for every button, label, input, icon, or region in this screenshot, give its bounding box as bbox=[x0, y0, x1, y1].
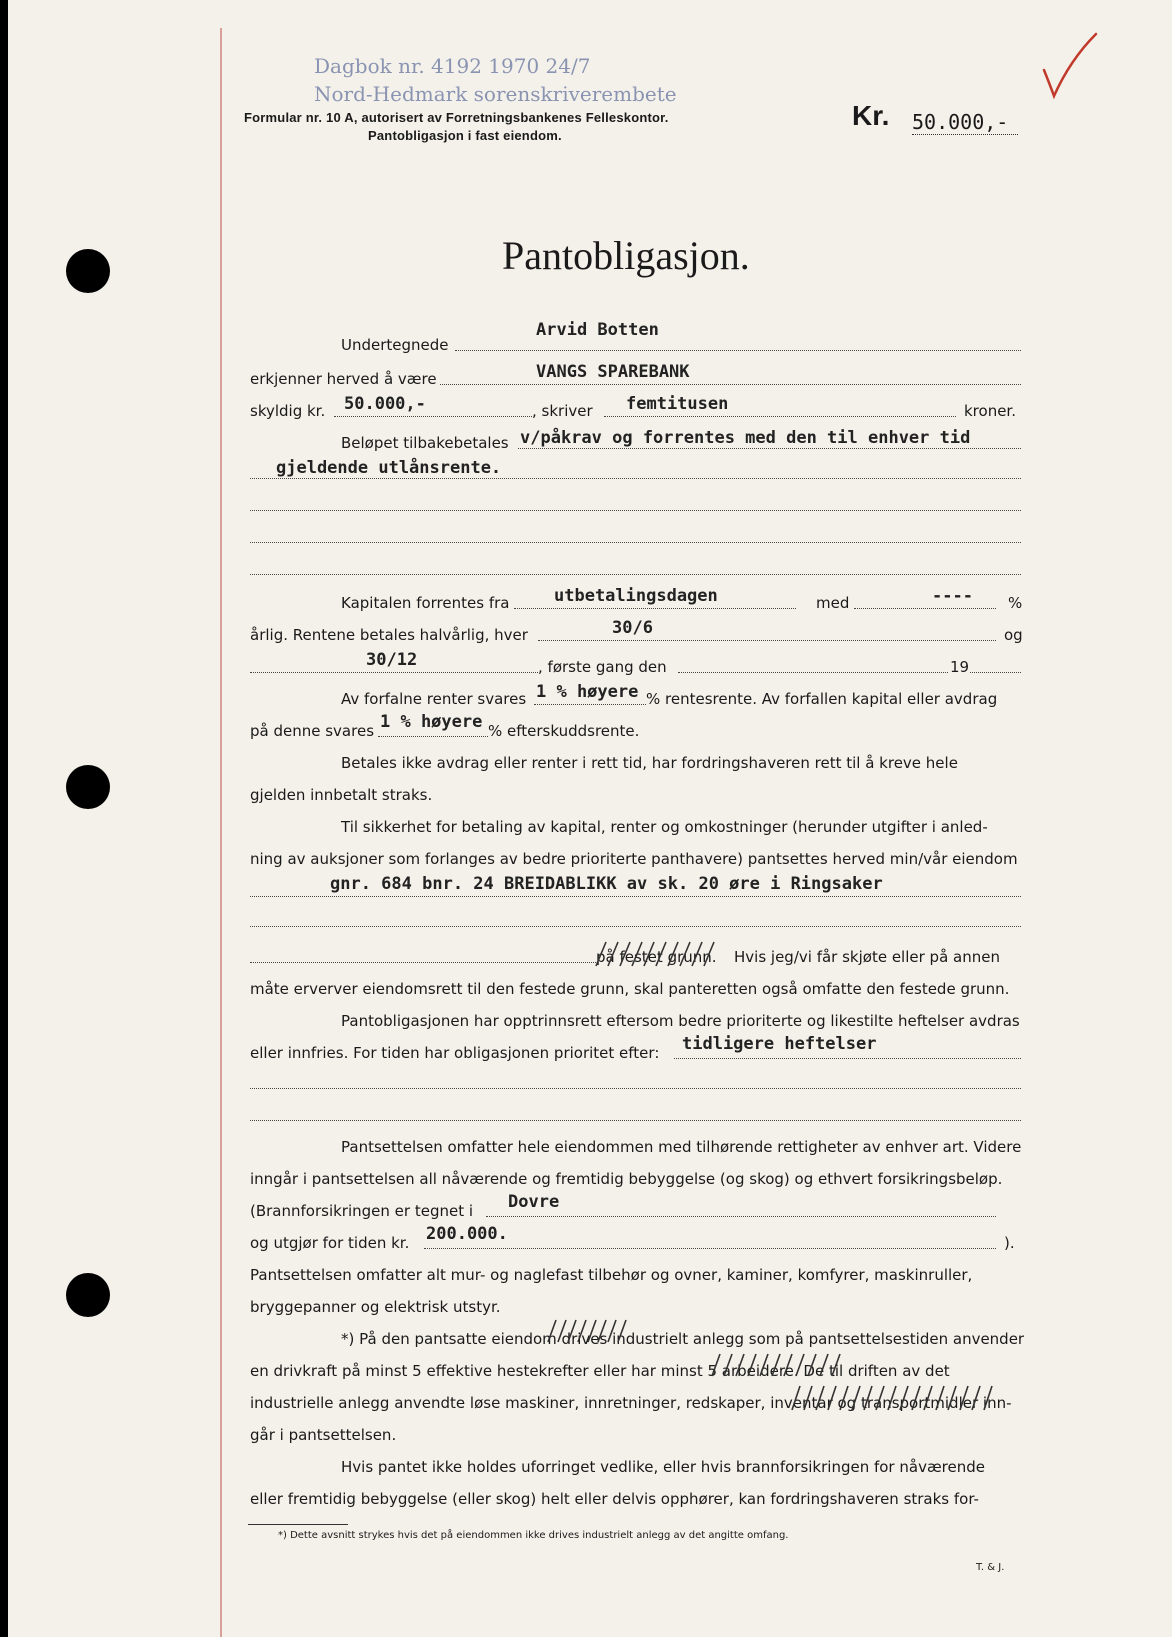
skyldig-label: skyldig kr. bbox=[250, 402, 326, 420]
footnote: *) Dette avsnitt strykes hvis det på eiendommen ikke drives industrielt anlegg av det angitte omfang. bbox=[278, 1530, 789, 1541]
paragraph-line: måte erverver eiendomsrett til den festede grunn, skal panteretten også omfatte den festede grunn. bbox=[250, 980, 1010, 998]
paragraph-line: går i pantsettelsen. bbox=[250, 1426, 397, 1444]
denne-label: på denne svares bbox=[250, 722, 375, 740]
denne-value: 1 % høyere bbox=[380, 712, 483, 732]
skyldig-value: 50.000,- bbox=[344, 394, 426, 414]
forste-label: , første gang den bbox=[538, 658, 667, 676]
strike-marks bbox=[544, 1316, 634, 1346]
document-page bbox=[8, 0, 1172, 1637]
punch-hole bbox=[66, 765, 110, 809]
printer-mark: T. & J. bbox=[976, 1562, 1005, 1573]
close-paren: ). bbox=[1004, 1234, 1015, 1252]
arlig-label: årlig. Rentene betales halvårlig, hver bbox=[250, 626, 528, 644]
paragraph-line: Hvis pantet ikke holdes uforringet vedlike, eller hvis brannforsikringen for nåværende bbox=[341, 1458, 985, 1476]
paragraph-line: eller fremtidig bebyggelse (eller skog) helt eller delvis opphører, kan fordringshaveren straks for- bbox=[250, 1490, 979, 1508]
paragraph-line: Pantobligasjonen har opptrinnsrett eftersom bedre prioriterte og likestilte heftelser avdras bbox=[341, 1012, 1020, 1030]
med-value: ---- bbox=[932, 586, 973, 606]
paragraph-line: Pantsettelsen omfatter alt mur- og naglefast tilbehør og ovner, kaminer, komfyrer, maskinruller, bbox=[250, 1266, 973, 1284]
og-label: og bbox=[1004, 626, 1023, 644]
prioritet-value: tidligere heftelser bbox=[682, 1034, 877, 1054]
creditor-value: VANGS SPAREBANK bbox=[536, 362, 690, 382]
belopet-label: Beløpet tilbakebetales bbox=[341, 434, 509, 452]
formular-subtitle: Pantobligasjon i fast eiendom. bbox=[368, 128, 562, 143]
festet-label: på festet grunn. bbox=[596, 948, 717, 966]
arlig-value: 30/6 bbox=[612, 618, 653, 638]
skriver-value: femtitusen bbox=[626, 394, 729, 414]
year-prefix: 19 bbox=[950, 658, 970, 676]
strike-marks bbox=[788, 1382, 998, 1414]
belopet-value-2: gjeldende utlånsrente. bbox=[276, 458, 502, 478]
paragraph-line: industrielle anlegg anvendte løse maskiner, innretninger, redskaper, inventar og transportmidler inn- bbox=[250, 1394, 1012, 1412]
paragraph-line: Pantsettelsen omfatter hele eiendommen med tilhørende rettigheter av enhver art. Videre bbox=[341, 1138, 1022, 1156]
paragraph-line: inngår i pantsettelsen all nåværende og fremtidig bebyggelse (og skog) og ethvert forsikringsbeløp. bbox=[250, 1170, 1003, 1188]
brann-label: (Brannforsikringen er tegnet i bbox=[250, 1202, 474, 1220]
denne-rest: % efterskuddsrente. bbox=[488, 722, 640, 740]
forfalne-label: Av forfalne renter svares bbox=[341, 690, 527, 708]
forfalne-rest: % rentesrente. Av forfallen kapital eller avdrag bbox=[646, 690, 998, 708]
utgjor-value: 200.000. bbox=[426, 1224, 508, 1244]
med-label: med bbox=[816, 594, 850, 612]
forfalne-value: 1 % høyere bbox=[536, 682, 639, 702]
paragraph-line: Til sikkerhet for betaling av kapital, renter og omkostninger (herunder utgifter i anled- bbox=[341, 818, 988, 836]
utgjor-label: og utgjør for tiden kr. bbox=[250, 1234, 410, 1252]
punch-hole bbox=[66, 1273, 110, 1317]
strike-marks bbox=[708, 1350, 848, 1380]
festet-rest: Hvis jeg/vi får skjøte eller på annen bbox=[734, 948, 1000, 966]
office-stamp: Nord-Hedmark sorenskriverembete bbox=[314, 82, 677, 106]
skriver-label: , skriver bbox=[532, 402, 593, 420]
erkjenner-label: erkjenner herved å være bbox=[250, 370, 437, 388]
checkmark-icon bbox=[1040, 30, 1100, 100]
strike-marks bbox=[590, 938, 722, 970]
undertegnede-label: Undertegnede bbox=[341, 336, 449, 354]
paragraph-line: en drivkraft på minst 5 effektive hestekrefter eller har minst 5 arbeidere. De til driften av det bbox=[250, 1362, 950, 1380]
paragraph-line: *) På den pantsatte eiendom drives industrielt anlegg som på pantsettelsestiden anvender bbox=[341, 1330, 1025, 1348]
date2-value: 30/12 bbox=[366, 650, 418, 670]
kapitalen-value: utbetalingsdagen bbox=[554, 586, 718, 606]
paragraph-line: ning av auksjoner som forlanges av bedre prioriterte panthavere) pantsettes herved min/vår eiendom bbox=[250, 850, 1018, 868]
property-value: gnr. 684 bnr. 24 BREIDABLIKK av sk. 20 øre i Ringsaker bbox=[330, 874, 883, 894]
paragraph-line: gjelden innbetalt straks. bbox=[250, 786, 433, 804]
belopet-value-1: v/påkrav og forrentes med den til enhver tid bbox=[520, 428, 971, 448]
amount-label: Kr. bbox=[852, 100, 890, 131]
dagbok-stamp: Dagbok nr. 4192 1970 24/7 bbox=[314, 54, 591, 78]
percent-sign: % bbox=[1008, 594, 1023, 612]
amount-value: 50.000,- bbox=[912, 110, 1018, 135]
kapitalen-label: Kapitalen forrentes fra bbox=[341, 594, 510, 612]
paragraph-line: Betales ikke avdrag eller renter i rett tid, har fordringshaveren rett til å kreve hele bbox=[341, 754, 958, 772]
document-title: Pantobligasjon. bbox=[502, 233, 750, 278]
undertegnede-value: Arvid Botten bbox=[536, 320, 659, 340]
paragraph-line: bryggepanner og elektrisk utstyr. bbox=[250, 1298, 501, 1316]
punch-hole bbox=[66, 249, 110, 293]
formular-line: Formular nr. 10 A, autorisert av Forretningsbankenes Felleskontor. bbox=[244, 110, 669, 125]
kroner-label: kroner. bbox=[964, 402, 1016, 420]
brann-value: Dovre bbox=[508, 1192, 560, 1212]
paragraph-line: eller innfries. For tiden har obligasjonen prioritet efter: bbox=[250, 1044, 660, 1062]
margin-line bbox=[220, 28, 222, 1637]
